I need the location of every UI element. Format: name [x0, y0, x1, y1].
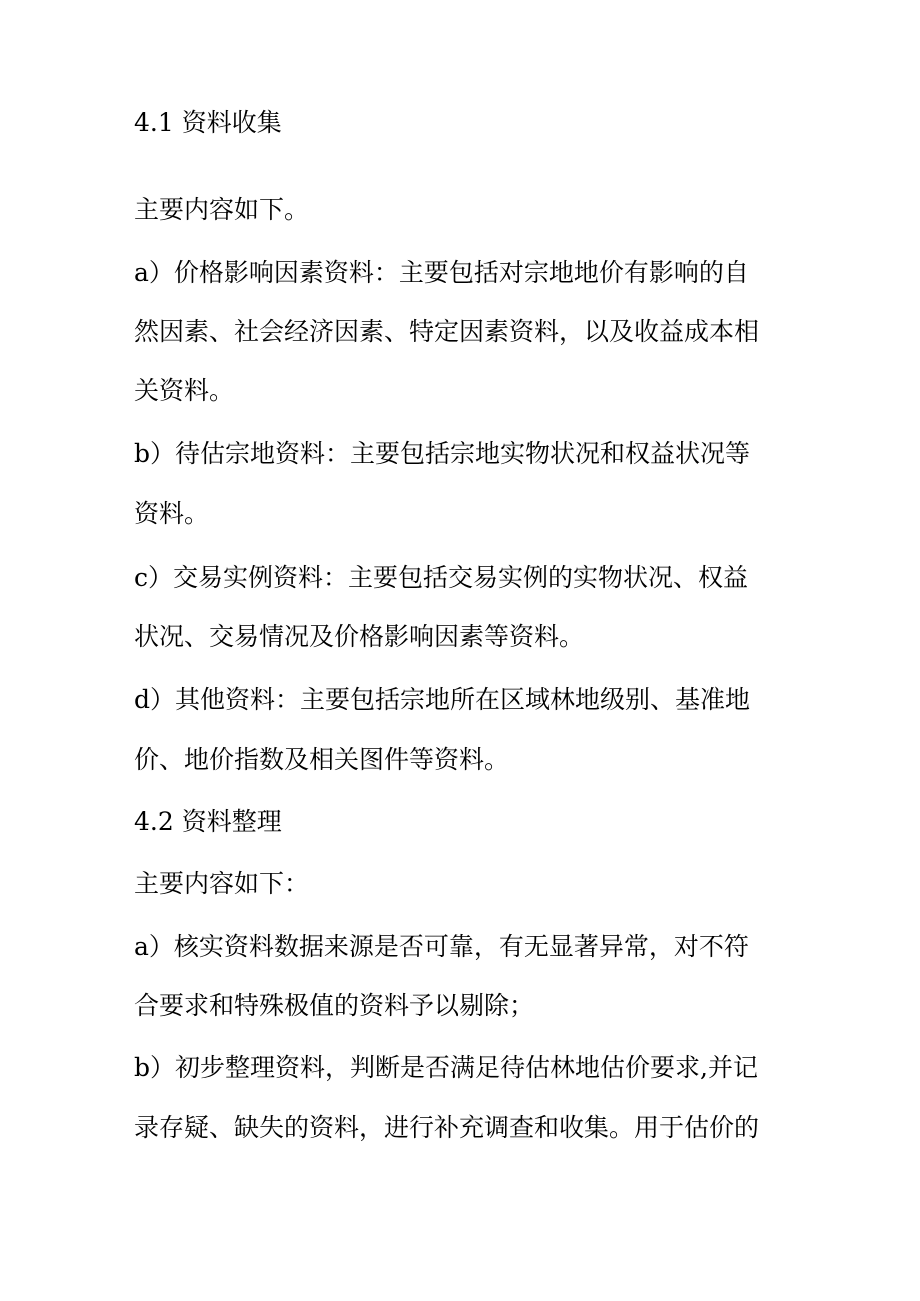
paragraph-line: 然因素、社会经济因素、特定因素资料，以及收益成本相 — [134, 317, 760, 346]
paragraph-line: 资料。 — [134, 499, 210, 528]
section-heading: 4.2 资料整理 — [134, 807, 282, 836]
paragraph-line: b）初步整理资料，判断是否满足待估林地估价要求,并记 — [134, 1053, 758, 1082]
paragraph-line: 价、地价指数及相关图件等资料。 — [134, 745, 510, 774]
paragraph-line: a）核实资料数据来源是否可靠，有无显著异常，对不符 — [134, 932, 749, 961]
paragraph-line: d）其他资料：主要包括宗地所在区域林地级别、基准地 — [134, 685, 751, 714]
paragraph-line: c）交易实例资料：主要包括交易实例的实物状况、权益 — [134, 563, 749, 592]
paragraph-line: 合要求和特殊极值的资料予以剔除； — [134, 991, 535, 1020]
paragraph-line: 状况、交易情况及价格影响因素等资料。 — [134, 622, 585, 651]
section-intro: 主要内容如下。 — [134, 195, 310, 224]
section-intro: 主要内容如下： — [134, 869, 310, 898]
paragraph-line: b）待估宗地资料：主要包括宗地实物状况和权益状况等 — [134, 439, 751, 468]
paragraph-line: a）价格影响因素资料：主要包括对宗地地价有影响的自 — [134, 258, 749, 287]
paragraph-line: 关资料。 — [134, 376, 235, 405]
paragraph-line: 录存疑、缺失的资料，进行补充调查和收集。用于估价的 — [134, 1113, 760, 1142]
section-heading: 4.1 资料收集 — [134, 108, 282, 137]
